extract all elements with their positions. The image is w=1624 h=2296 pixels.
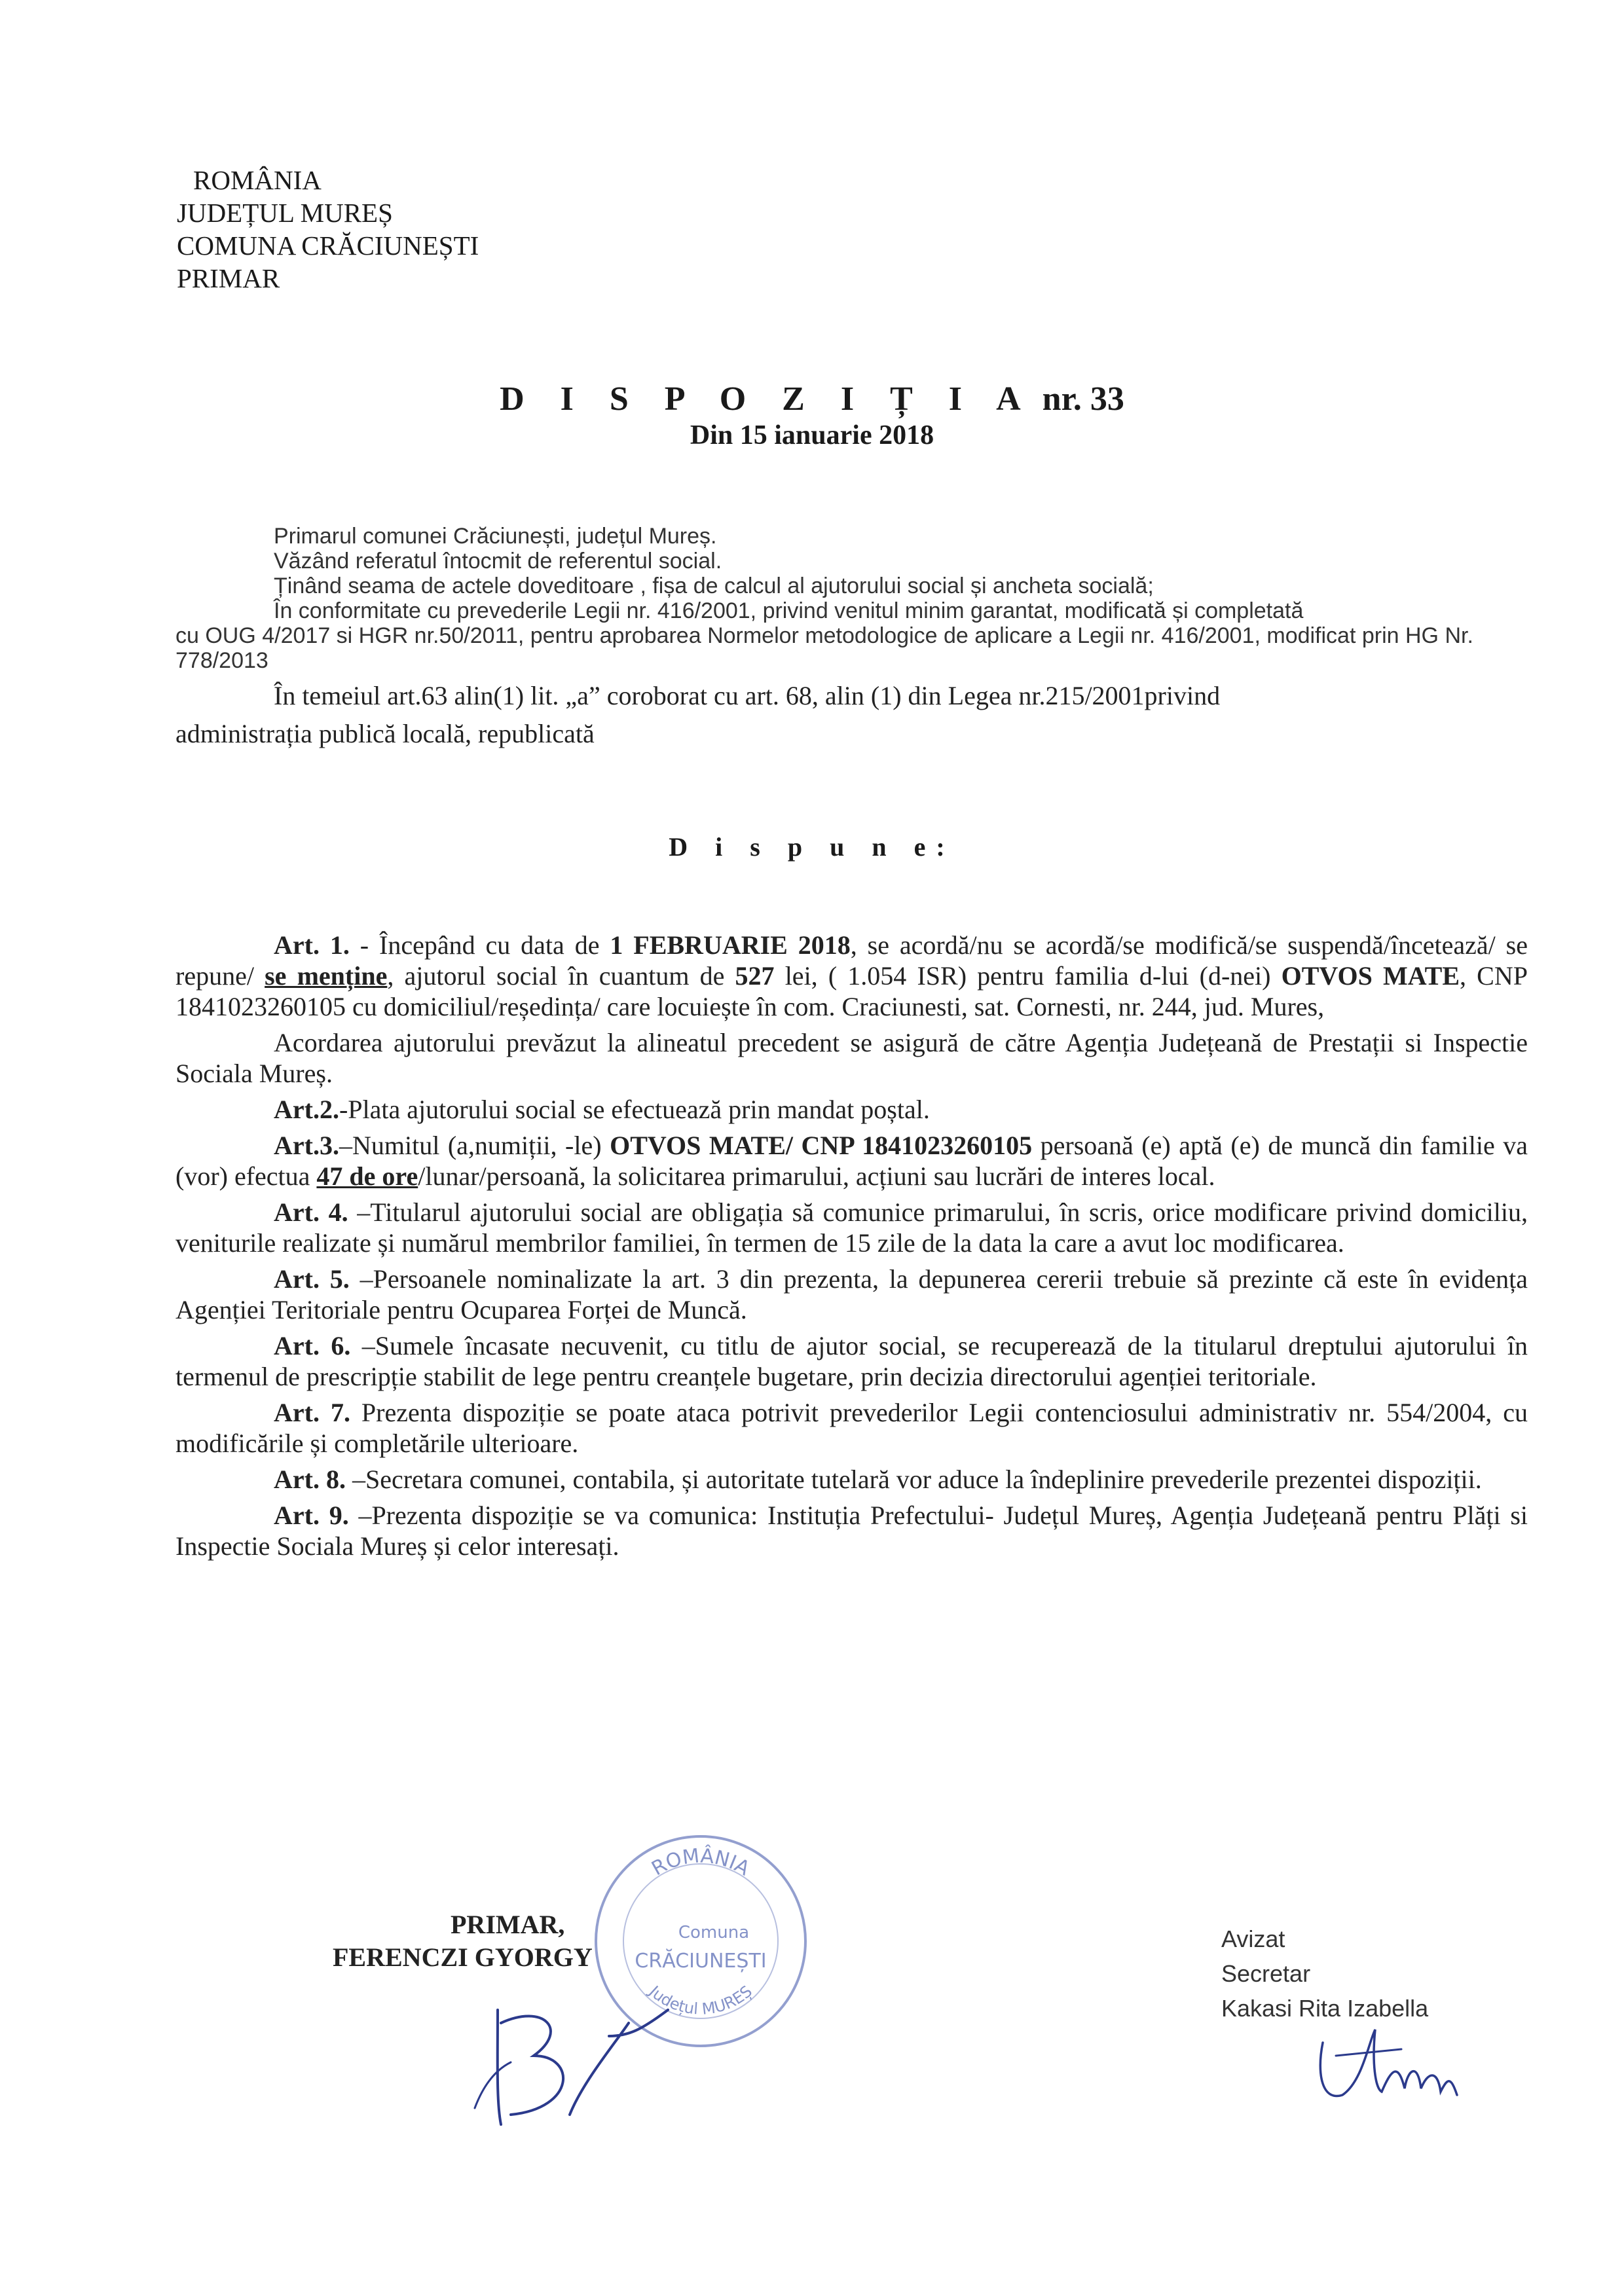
article-9 (175, 1500, 1528, 1561)
article-2-label: Art.2. (274, 1095, 339, 1124)
preamble-mayor: Primarul comunei Crăciunești, județul Mureș. (274, 524, 717, 549)
article-8-text: –Secretara comunei, contabila, și autoritate tutelară vor aduce la îndeplinire prevederile prezentei dispoziții. (345, 1465, 1482, 1494)
article-9-text: –Prezenta dispoziție se va comunica: Instituția Prefectului- Județul Mureș, Agenția Județeană pentru Plăți si Inspectie Sociala Mureș și celor interesați. (175, 1501, 1528, 1561)
article-1 (175, 930, 1528, 1022)
article-3 (175, 1130, 1528, 1192)
preamble-documents: Ținând seama de actele doveditoare , fișa de calcul al ajutorului social și ancheta socială; (274, 574, 1154, 598)
stamp-county: Județul MUREȘ (645, 1982, 756, 2018)
header-county: JUDEȚUL MUREȘ (177, 198, 393, 228)
title-date: Din 15 ianuarie 2018 (690, 420, 934, 450)
article-6-text: –Sumele încasate necuvenit, cu titlu de ajutor social, se recuperează de la titularul dreptului ajutorului în termenul de prescripție stabilit de lege pentru creanțele bugetare, prin decizia directorului agenției teritoriale. (175, 1331, 1528, 1391)
article-1-text3: lei, ( 1.054 ISR) pentru familia d-lui (d-nei) (774, 961, 1282, 991)
header-country: ROMÂNIA (193, 165, 322, 195)
article-3-label: Art.3. (274, 1131, 339, 1160)
article-7-text: Prezenta dispoziție se poate ataca potrivit prevederilor Legii contenciosului administrativ nr. 554/2004, cu modificările și completările ulterioare. (175, 1398, 1528, 1458)
header-commune: COMUNA CRĂCIUNEȘTI (177, 230, 479, 261)
secretary-block (1221, 1922, 1428, 2026)
mayor-name: FERENCZI GYORGY (333, 1942, 593, 1972)
article-3-text: –Numitul (a,numiții, -le) (339, 1131, 610, 1160)
article-1-label: Art. 1. (274, 930, 350, 960)
article-6-label: Art. 6. (274, 1331, 351, 1360)
secretary-name: Kakasi Rita Izabella (1221, 1995, 1429, 2022)
preamble-law: În conformitate cu prevederile Legii nr. 416/2001, privind venitul minim garantat, modificată și completată (274, 598, 1304, 623)
preamble-report: Văzând referatul întocmit de referentul social. (274, 549, 722, 574)
mayor-role: PRIMAR, (451, 1910, 565, 1939)
article-1-beneficiary: OTVOS MATE (1281, 961, 1460, 991)
article-2-text: -Plata ajutorului social se efectuează prin mandat poștal. (339, 1095, 930, 1124)
article-1-text: - Începând cu data de (349, 930, 610, 960)
article-5 (175, 1264, 1528, 1325)
articles (175, 930, 1528, 1567)
article-1-para2: Acordarea ajutorului prevăzut la alineatul precedent se asigură de către Agenția Județeană de Prestații si Inspectie Sociala Mureș. (175, 1028, 1528, 1088)
article-4 (175, 1197, 1528, 1258)
secretary-approved: Avizat (1221, 1925, 1285, 1952)
article-1-date: 1 FEBRUARIE 2018 (610, 930, 851, 960)
article-1-selected: se menține (265, 961, 388, 991)
article-1-text2: , ajutorul social în cuantum de (387, 961, 735, 991)
article-3-person: OTVOS MATE/ CNP 1841023260105 (610, 1131, 1033, 1160)
title-line (0, 380, 1624, 418)
title-number: nr. 33 (1042, 380, 1124, 418)
article-4-text: –Titularul ajutorului social are obligația să comunice primarului, în scris, orice modificare privind domiciliu, veniturile realizate și numărul membrilor familiei, în termen de 15 zile de la data la care a avut loc modificarea. (175, 1197, 1528, 1258)
article-7 (175, 1397, 1528, 1459)
article-1-amount: 527 (735, 961, 775, 991)
stamp-comuna: Comuna (678, 1923, 750, 1942)
header-office: PRIMAR (177, 263, 280, 293)
secretary-title: Secretar (1221, 1960, 1311, 1987)
article-6 (175, 1330, 1528, 1392)
preamble-basis-cont: administrația publică locală, republicată (175, 719, 595, 748)
preamble-law-cont: cu OUG 4/2017 si HGR nr.50/2011, pentru aprobarea Normelor metodologice de aplicare a Legii nr. 416/2001, modificat prin HG Nr. 778/2013 (175, 623, 1473, 673)
article-5-label: Art. 5. (274, 1264, 350, 1294)
preamble (175, 524, 1541, 749)
article-1-options: , se acordă/nu se acordă/se modifică/se suspendă/încetează/ se repune/ (175, 930, 1528, 991)
article-5-text: –Persoanele nominalizate la art. 3 din prezenta, la depunerea cererii trebuie să prezinte că este în evidența Agenției Teritoriale pentru Ocuparea Forței de Muncă. (175, 1264, 1528, 1324)
stamp-commune-name: CRĂCIUNEȘTI (635, 1950, 767, 1973)
article-3-hours: 47 de ore (316, 1161, 418, 1191)
article-8-label: Art. 8. (274, 1465, 346, 1494)
stamp-country: ROMÂNIA (648, 1844, 754, 1881)
mayor-signature-block (333, 1908, 593, 1974)
secretary-handwritten-signature (1310, 2016, 1467, 2115)
preamble-basis: În temeiul art.63 alin(1) lit. „a” coroborat cu art. 68, alin (1) din Legea nr.215/2001privind (274, 681, 1221, 710)
mayor-handwritten-signature (471, 1984, 681, 2134)
article-1-text4: , CNP 1841023260105 cu domiciliul/reședința/ care locuiește în com. Craciunesti, sat. Cornesti, nr. 244, jud. Mures, (175, 961, 1528, 1021)
article-7-label: Art. 7. (274, 1398, 350, 1427)
dispune-heading: D i s p u n e: (669, 832, 955, 862)
institution-header (177, 164, 479, 295)
title-doc: D I S P O Z I Ț I A (500, 380, 1035, 418)
article-3-text3: /lunar/persoană, la solicitarea primarului, acțiuni sau lucrări de interes local. (418, 1161, 1215, 1191)
article-2 (175, 1094, 1528, 1125)
article-8 (175, 1464, 1528, 1495)
article-4-label: Art. 4. (274, 1197, 348, 1227)
article-9-label: Art. 9. (274, 1501, 349, 1530)
article-3-text2: persoană (e) aptă (e) de muncă din familie va (vor) efectua (175, 1131, 1528, 1191)
document-title (0, 380, 1624, 451)
